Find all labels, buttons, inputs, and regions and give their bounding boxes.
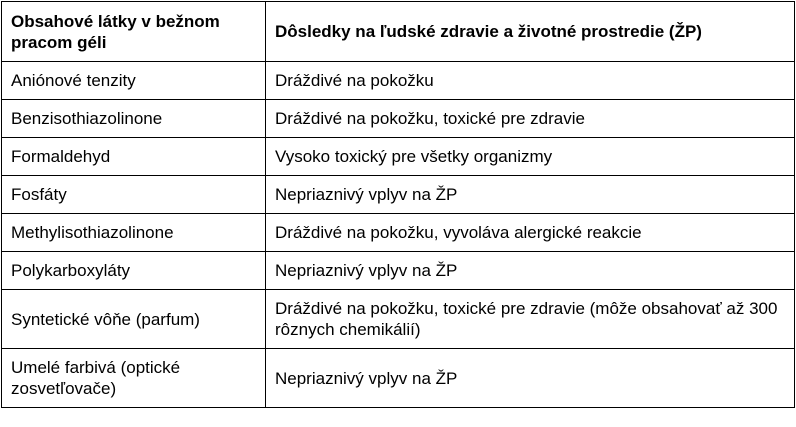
- substance-cell: Methylisothiazolinone: [2, 214, 266, 252]
- consequence-cell: Vysoko toxický pre všetky organizmy: [266, 138, 795, 176]
- consequence-cell: Nepriaznivý vplyv na ŽP: [266, 176, 795, 214]
- table-row: [2, 252, 795, 290]
- table-row: [2, 138, 795, 176]
- consequence-cell: Dráždivé na pokožku: [266, 62, 795, 100]
- consequence-cell: Nepriaznivý vplyv na ŽP: [266, 349, 795, 408]
- header-consequences: Dôsledky na ľudské zdravie a životné prostredie (ŽP): [266, 2, 795, 62]
- substance-cell: Aniónové tenzity: [2, 62, 266, 100]
- substance-cell: Umelé farbivá (optické zosvetľovače): [2, 349, 266, 408]
- substance-cell: Formaldehyd: [2, 138, 266, 176]
- consequence-cell: Dráždivé na pokožku, vyvoláva alergické reakcie: [266, 214, 795, 252]
- substance-cell: Syntetické vôňe (parfum): [2, 290, 266, 349]
- table-row: [2, 100, 795, 138]
- table-row: [2, 290, 795, 349]
- table-row: [2, 214, 795, 252]
- table-row: [2, 62, 795, 100]
- substance-cell: Fosfáty: [2, 176, 266, 214]
- substance-cell: Benzisothiazolinone: [2, 100, 266, 138]
- table-header-row: [2, 2, 795, 62]
- table-row: [2, 349, 795, 408]
- substances-table: [1, 1, 795, 408]
- consequence-cell: Dráždivé na pokožku, toxické pre zdravie (môže obsahovať až 300 rôznych chemikálií): [266, 290, 795, 349]
- header-substances: Obsahové látky v bežnom pracom géli: [2, 2, 266, 62]
- consequence-cell: Nepriaznivý vplyv na ŽP: [266, 252, 795, 290]
- table-row: [2, 176, 795, 214]
- consequence-cell: Dráždivé na pokožku, toxické pre zdravie: [266, 100, 795, 138]
- substance-cell: Polykarboxyláty: [2, 252, 266, 290]
